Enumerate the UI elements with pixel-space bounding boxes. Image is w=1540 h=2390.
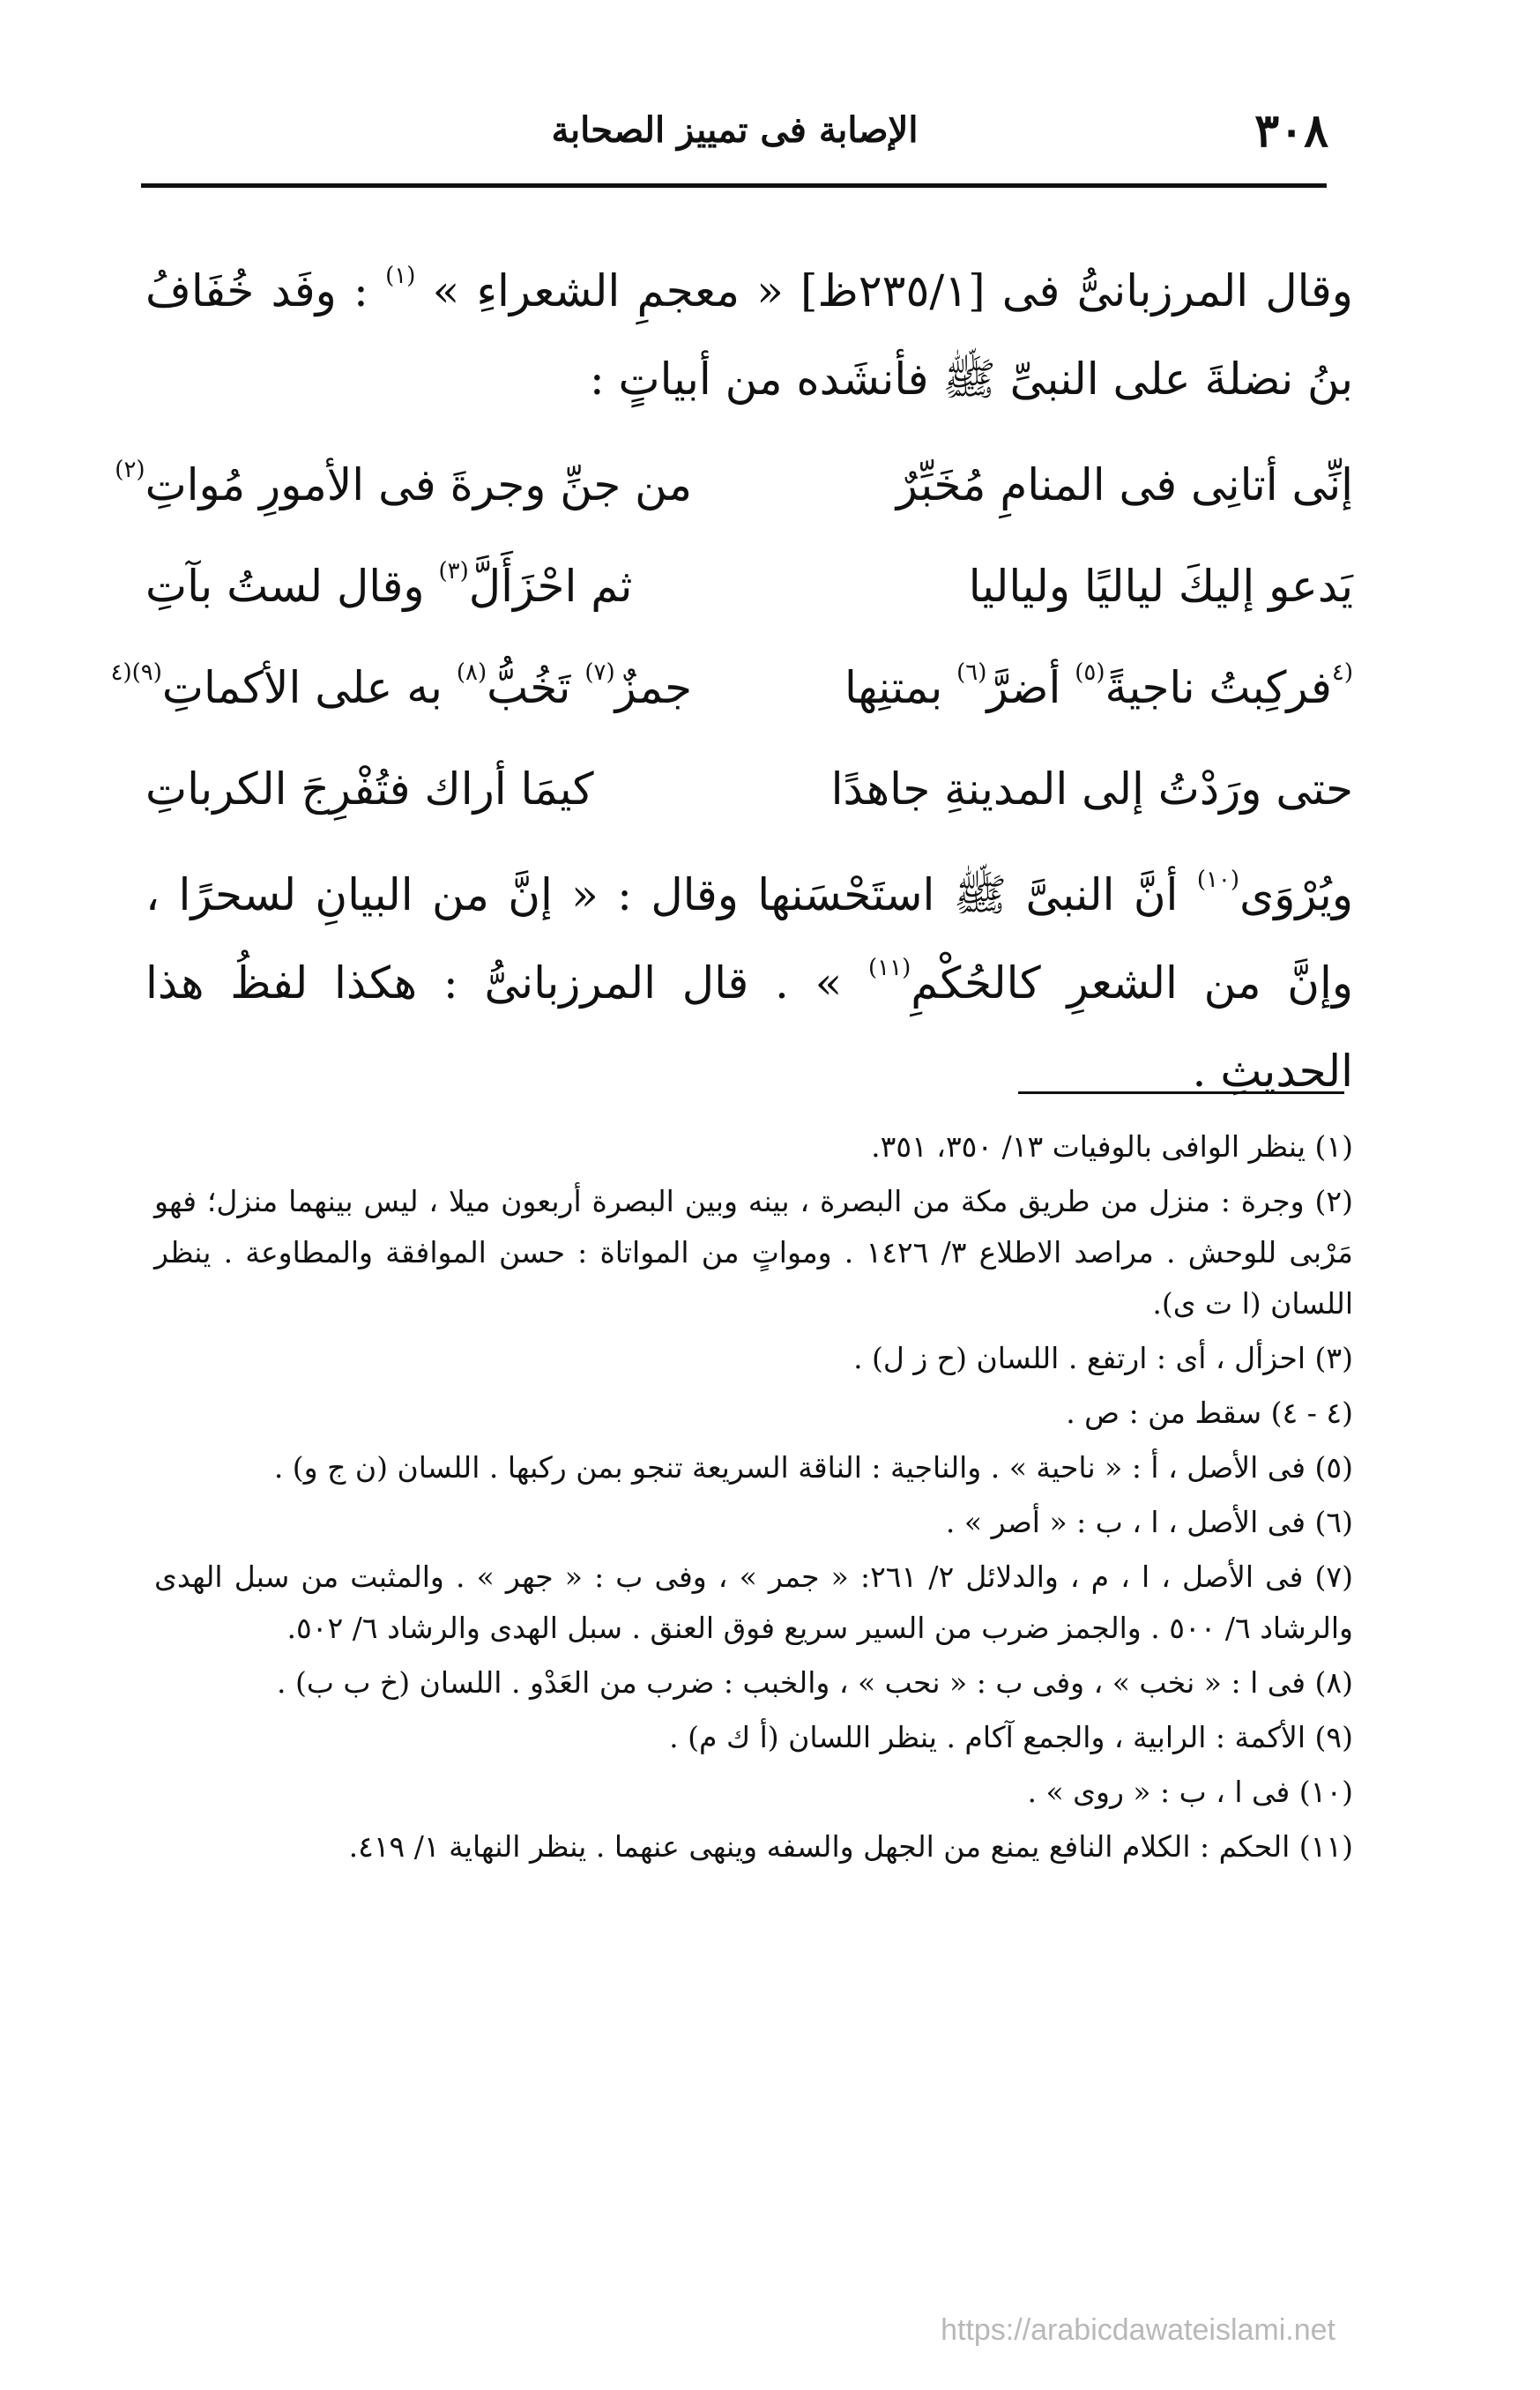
footnotes [154,1121,1353,1876]
verse-3-first-text-b: أضرَّ [986,662,1061,713]
verse-1-second-hemistich [115,441,692,542]
footnote-rule [1018,1091,1344,1094]
footnote-text: فى الأصل ، ا ، م ، والدلائل ٢/ ٢٦١: « جمر » ، وفى ب : « جهر » . والمثبت من سبل الهدى والرشاد ٦/ ٥٠٠ . والجمز ضرب من السير سريع فوق العنق . سبل الهدى والرشاد ٦/ ٥٠٢. [154,1560,1353,1645]
footnote-ref-1[interactable]: (١) [385,263,416,289]
verse-3-second-text-b: تَخُبُّ [487,662,571,713]
footnote-ref-8[interactable]: (٨) [456,659,487,686]
footnote-number: (٤ - ٤) [1270,1396,1353,1430]
closing-text-end: » . قال المرزبانىُّ : هكذا لفظُ هذا الحديثِ . [145,957,1353,1097]
verse-2-first-hemistich [807,542,1353,644]
footnote-text: الأكمة : الرابية ، والجمع آكام . ينظر اللسان (أ ك م) . [669,1720,1306,1754]
running-header [141,104,1328,175]
footnote-number: (٣) [1314,1341,1353,1375]
footnote-ref-10[interactable]: (١٠) [1196,867,1240,893]
footnote-7 [154,1552,1353,1654]
verse-3-second-text-c: به على الأكماتِ [161,662,443,713]
footnote-number: (٦) [1314,1505,1353,1539]
verse-4-first-text: حتى ورَدْتُ إلى المدينةِ جاهدًا [830,763,1353,815]
footnote-1 [154,1121,1353,1173]
footnote-ref-6[interactable]: (٦) [956,659,987,686]
verse-3-first-text-c: بمتنِها [844,662,943,713]
poem [110,441,1353,846]
footnote-5 [154,1442,1353,1493]
footnote-text: سقط من : ص . [1066,1396,1262,1430]
running-title: الإصابة فى تمييز الصحابة [551,109,919,151]
header-rule [141,183,1327,188]
verse-4-first-hemistich [807,745,1353,846]
footnote-11 [154,1821,1353,1873]
footnote-text: احزأل ، أى : ارتفع . اللسان (ح ز ل) . [853,1341,1306,1375]
verse-4-second-text: كيمَا أراك فتُفْرِجَ الكرباتِ [145,763,594,815]
verse-3-second-text-a: جمزٌ [614,662,692,713]
footnote-4 [154,1388,1353,1439]
footnote-number: (٥) [1314,1450,1353,1485]
verse-3-second-hemistich [110,644,692,745]
footnote-text: ينظر الوافى بالوفيات ١٣/ ٣٥٠، ٣٥١. [871,1129,1306,1164]
page-number: ٣٠٨ [1254,104,1328,158]
closing-text-middle: أنَّ النبىَّ ﷺ استَحْسَنها وقال : « إنَّ من البيانِ لسحرًا ، وإنَّ من الشعرِ كالحُكْمِ [145,869,1354,1009]
closing-paragraph [145,851,1353,1115]
watermark-url: https://arabicdawateislami.net [941,2313,1335,2347]
verse-4-second-hemistich [145,745,692,846]
verse-3-first-hemistich [807,644,1353,745]
verse-2-second-text-a: ثم احْزَأَلَّ [468,561,633,612]
footnote-number: (١١) [1298,1829,1353,1864]
footnote-text: فى ا ، ب : « روى » . [1027,1775,1291,1809]
verse-1-first-text: إنِّى أتانِى فى المنامِ مُخَبِّرٌ [896,459,1353,510]
footnote-number: (٢) [1314,1184,1353,1218]
footnote-8 [154,1657,1353,1709]
verse-3-first-text-a: فركِبتُ ناجيةً [1105,662,1332,713]
footnote-6 [154,1497,1353,1548]
footnote-ref-7[interactable]: (٧) [584,659,615,686]
footnote-text: فى ا : « نخب » ، وفى ب : « نحب » ، والخبب : ضرب من العَدْو . اللسان (خ ب ب) . [276,1665,1306,1700]
poem-verse-1 [115,441,1353,542]
footnote-number: (٩) [1314,1720,1353,1754]
footnote-ref-4-open[interactable]: (٤ [1331,659,1353,686]
footnote-3 [154,1333,1353,1384]
footnote-number: (٨) [1314,1665,1353,1700]
verse-2-second-text-b: وقال لستُ بآتِ [145,561,425,612]
footnote-text: فى الأصل ، ا ، ب : « أصر » . [945,1505,1306,1539]
intro-text-start: وقال المرزبانىُّ فى [٢٣٥/١ظ] « معجمِ الشعراءِ » [432,265,1353,316]
verse-2-second-hemistich [145,542,692,644]
footnote-9 [154,1712,1353,1763]
verse-1-second-text: من جنِّ وجرةَ فى الأمورِ مُواتِ [145,459,692,510]
footnote-number: (٧) [1314,1560,1353,1594]
footnote-text: فى الأصل ، أ : « ناحية » . والناجية : الناقة السريعة تنجو بمن ركبها . اللسان (ن ج و) . [273,1450,1306,1485]
footnote-ref-11[interactable]: (١١) [868,955,911,981]
footnote-text: وجرة : منزل من طريق مكة من البصرة ، بينه وبين البصرة أربعون ميلا ، ليس بينهما منزل؛ فهو مَرْبى للوحش . مراصد الاطلاع ٣/ ١٤٢٦ . ومواتٍ من المواتاة : حسن الموافقة والمطاوعة . ينظر اللسان (ا ت ى). [154,1184,1353,1321]
poem-verse-4 [145,745,1353,846]
closing-text-start: ويُرْوَى [1239,869,1353,920]
footnote-ref-3[interactable]: (٣) [438,558,469,584]
poem-verse-2 [145,542,1353,644]
verse-1-first-hemistich [807,441,1353,542]
footnote-ref-5[interactable]: (٥) [1075,659,1105,686]
footnote-ref-2[interactable]: (٢) [115,457,145,483]
intro-text-end: : وفَد خُفَافُ بنُ نضلةَ على النبىِّ ﷺ فأنشَده من أبياتٍ : [145,265,1353,405]
intro-paragraph [145,247,1353,423]
footnote-ref-9-close-4[interactable]: (٩)(٤ [110,659,162,686]
poem-verse-3 [110,644,1353,745]
footnote-10 [154,1767,1353,1818]
footnote-number: (١) [1314,1129,1353,1164]
footnote-text: الحكم : الكلام النافع يمنع من الجهل والسفه وينهى عنهما . ينظر النهاية ١/ ٤١٩. [348,1829,1291,1864]
verse-2-first-text: يَدعو إليكَ لياليًا ولياليا [968,561,1353,612]
footnote-number: (١٠) [1298,1775,1353,1809]
footnote-2 [154,1176,1353,1329]
